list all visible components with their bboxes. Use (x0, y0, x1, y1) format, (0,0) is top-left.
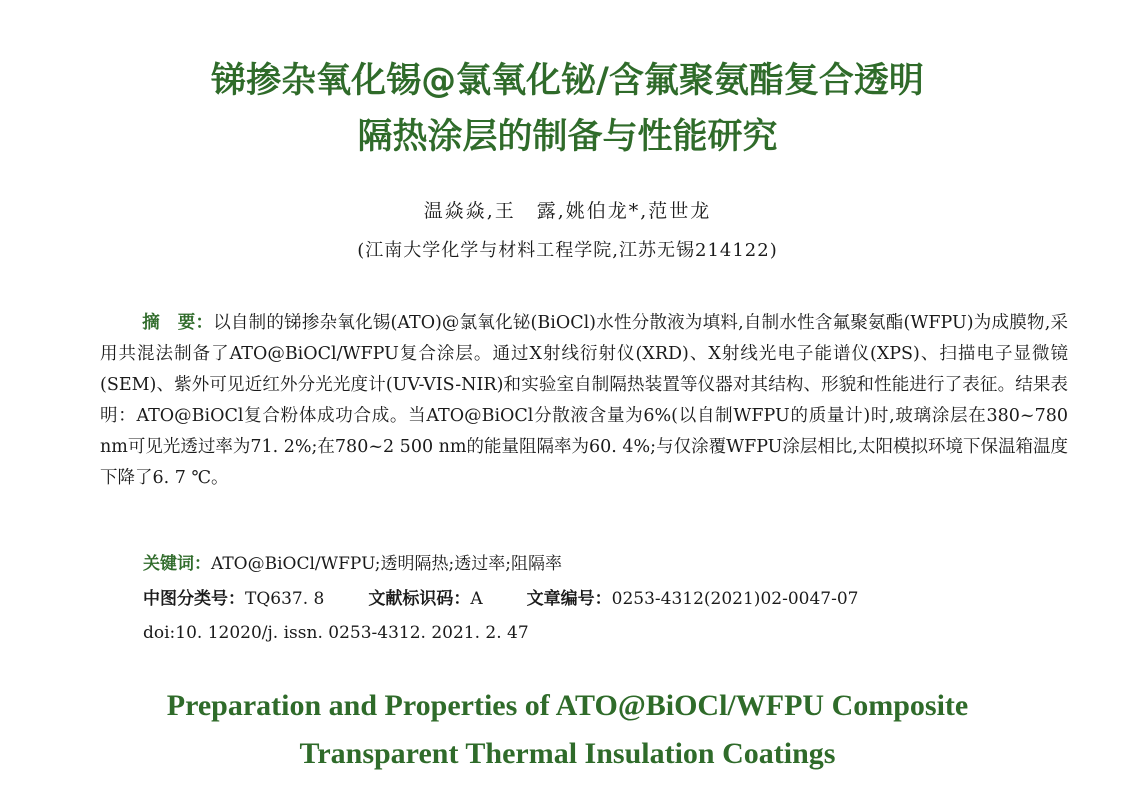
abstract-text: 以自制的锑掺杂氧化锡(ATO)@氯氧化铋(BiOCl)水性分散液为填料,自制水性含氟聚氨酯(WFPU)为成膜物,采用共混法制备了ATO@BiOCl/WFPU复合涂层。通过X射线衍射仪(XRD)、X射线光电子能谱仪(XPS)、扫描电子显微镜(SEM)、紫外可见近红外分光光度计(UV-VIS-NIR)和实验室自制隔热装置等仪器对其结构、形貌和性能进行了表征。结果表明：ATO@BiOCl复合粉体成功合成。当ATO@BiOCl分散液含量为6%(以自制WFPU的质量计)时,玻璃涂层在380~780 nm可见光透过率为71. 2%;在780~2 500 nm的能量阻隔率为60. 4%;与仅涂覆WFPU涂层相比,太阳模拟环境下保温箱温度下降了6. 7 ℃。 (100, 313, 1068, 488)
clc-label: 中图分类号： (143, 589, 245, 609)
keywords-label: 关键词： (143, 554, 211, 574)
english-title-line-1: Preparation and Properties of ATO@BiOCl/WFPU Composite (166, 689, 969, 722)
article-number-label: 文章编号： (526, 589, 612, 609)
doc-code-label: 文献标识码： (368, 589, 471, 609)
abstract-label: 摘 要： (142, 313, 214, 333)
keywords-line (143, 550, 562, 578)
chinese-title-line-1: 锑掺杂氧化锡@氯氧化铋/含氟聚氨酯复合透明 (211, 61, 924, 101)
clc-value: TQ637. 8 (245, 589, 325, 609)
english-title-line-2: Transparent Thermal Insulation Coatings (299, 737, 836, 770)
chinese-title-line-2: 隔热涂层的制备与性能研究 (357, 117, 778, 157)
doc-code-value: A (470, 589, 483, 609)
keywords-text: ATO@BiOCl/WFPU;透明隔热;透过率;阻隔率 (211, 554, 562, 574)
abstract-paragraph (100, 308, 1068, 494)
author-affiliation: (江南大学化学与材料工程学院,江苏无锡214122) (357, 240, 778, 261)
doi-line: doi:10. 12020/j. issn. 0253-4312. 2021. 2. 47 (143, 623, 529, 643)
classification-line (143, 585, 858, 613)
article-number-value: 0253-4312(2021)02-0047-07 (611, 589, 859, 609)
author-list: 温焱焱,王 露,姚伯龙*,范世龙 (423, 200, 712, 222)
